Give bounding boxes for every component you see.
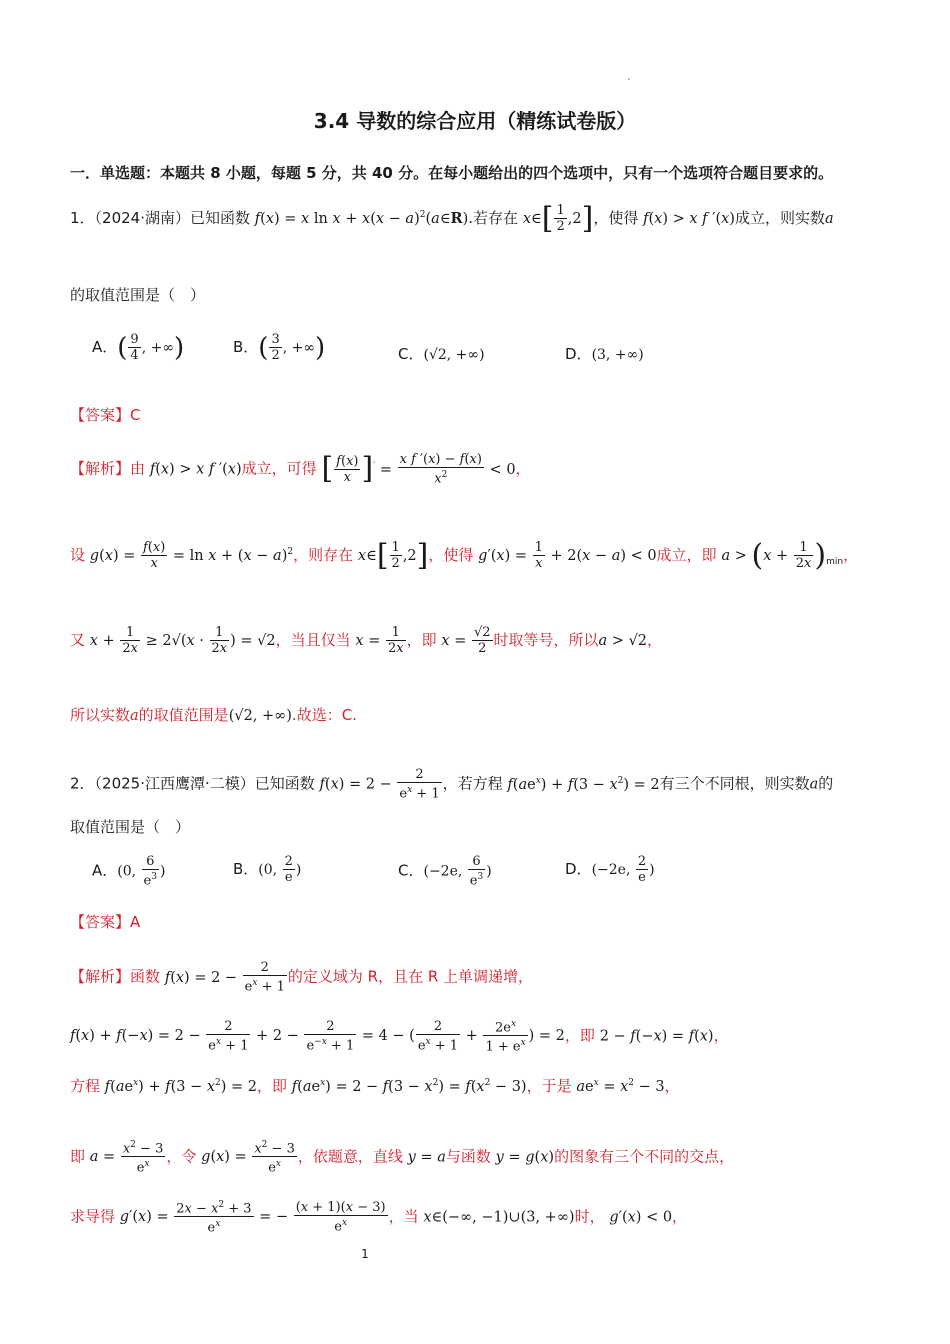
q1-stem-line2: 的取值范围是（ ） — [70, 286, 206, 304]
q1-option-d[interactable]: D．(3, +∞) — [565, 345, 644, 363]
q2-analysis-line2: f(x) + f(−x) = 2 − $\frac{2}{e^x + 1}$ + 2 − $\frac{2}{e^{-x} + 1}$ = 4 − ( $\frac{2}{e^x + 1}$ + $\frac{2e^x}{1 + e^x}$ ) = 2，即 2 − f(−x) = f(x)， — [70, 1018, 729, 1055]
q1-option-b[interactable]: B．( $\frac{3}{2}$ , +∞) — [233, 332, 326, 363]
q2-option-a[interactable]: A．(0, $\frac{6}{e^3}$ ) — [92, 854, 166, 889]
page-title: 3.4 导数的综合应用（精练试卷版） — [313, 109, 637, 133]
q2-answer: 【答案】A — [70, 913, 141, 931]
q1-analysis-line3: 又 x + $\frac{1}{2x}$ ≥ 2√(x · $\frac{1}{2x}$ ) = √2，当且仅当 x = $\frac{1}{2x}$ ，即 x = $\frac{√2}{2}$ 时取等号，所以a > √2， — [70, 625, 663, 656]
q1-stem-line1: 1．（2024·湖南）已知函数 f(x) = x $\ln x + x(x - a)^2(a\in R)$.若存在 x∈[ $\frac{1}{2}$ ,2]，使得 f(x) > x f ′(x)成立，则实数a — [70, 200, 834, 236]
q2-stem-line2: 取值范围是（ ） — [70, 818, 191, 836]
q2-stem-line1: 2．（2025·江西鹰潭·二模）已知函数 f(x) = 2 − $\frac{2}{e^x + 1}$ ，若方程 $f(ae^x) + f(3 - x^2) = 2$有三个不同根，则实数a的 — [70, 767, 834, 802]
q1-analysis-line2: 设 g(x) = $\frac{f(x)}{x}$ = $\ln x + (x - a)^2$，则存在 x∈[ $\frac{1}{2}$ ,2]，使得 g′(x) = $\frac{1}{x}$ + 2(x − a) < 0成立，即 a > (x + $\frac{1}{2x}$ )$_{min}$， — [70, 537, 859, 573]
q2-option-d[interactable]: D．(−2e, $\frac{2}{e}$ ) — [565, 854, 655, 885]
q2-analysis-line4: 即 a = $\frac{x^2 - 3}{e^x}$ ，令 g(x) = $\frac{x^2 - 3}{e^x}$ ，依题意，直线 y = a与函数 y = g(x)的图象有三个不同的交点， — [70, 1140, 735, 1176]
section-heading: 一．单选题：本题共 8 小题，每题 5 分，共 40 分。在每小题给出的四个选项中，只有一个选项符合题目要求的。 — [70, 164, 834, 182]
q1-answer: 【答案】C — [70, 406, 141, 424]
q2-analysis-line3: 方程 $f(ae^x) + f(3 - x^2) = 2$，即 $f(ae^x) = 2 - f(3 - x^2) = f(x^2 - 3)$，于是 $ae^x = x^2 - 3$， — [70, 1076, 680, 1095]
q2-analysis-line1: 【解析】函数 f(x) = 2 − $\frac{2}{e^x + 1}$ 的定义域为 R，且在 R 上单调递增， — [70, 960, 534, 995]
page-number: 1 — [361, 1247, 369, 1261]
q1-option-c[interactable]: C．(√2, +∞) — [398, 345, 485, 363]
scan-dot — [628, 78, 630, 80]
q1-analysis-line1: 【解析】由 f(x) > x f ′(x)成立，可得 [ $\frac{f(x)}{x}$ ]′ = $\frac{\text{x f ′(x) − f(x)}}{x^2}$ < 0， — [70, 451, 531, 487]
q1-option-a[interactable]: A．( $\frac{9}{4}$ , +∞) — [92, 332, 185, 363]
q2-option-c[interactable]: C．(−2e, $\frac{6}{e^3}$ ) — [398, 854, 492, 889]
q2-option-b[interactable]: B．(0, $\frac{2}{e}$ ) — [233, 854, 302, 885]
q1-analysis-line4: 所以实数a的取值范围是(√2, +∞).故选：C. — [70, 706, 357, 724]
q2-analysis-line5: 求导得 g′(x) = $\frac{2x - x^2 + 3}{e^x}$ = − $\frac{(x + 1)(x - 3)}{e^x}$ ，当 x∈(−∞, −1)∪(3, +∞)时， g′(x) < 0， — [70, 1199, 688, 1236]
